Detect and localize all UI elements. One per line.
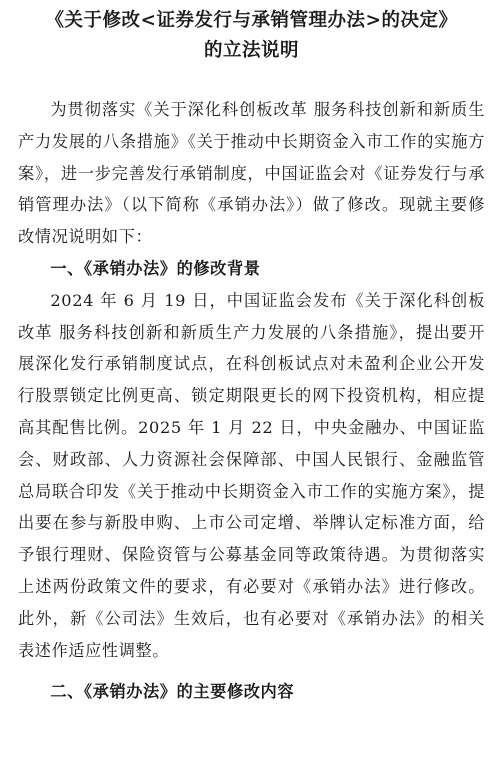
document-title-line2: 的立法说明 [203, 40, 299, 61]
section1-heading: 一、《承销办法》的修改背景 [50, 258, 261, 278]
intro-paragraph: 为贯彻落实《关于深化科创板改革 服务科技创新和新质生产力发展的八条措施》《关于推动中长期资金入市工作的实施方案》，进一步完善发行承销制度，中国证监会对《证券发行与承销管理办法》（以下简称《承销办法》）做了修改。现就主要修改情况说明如下： [18, 100, 485, 247]
document-title-line1: 《关于修改<证券发行与承销管理办法>的决定》 [45, 10, 458, 31]
section2-heading: 二、《承销办法》的主要修改内容 [50, 682, 295, 702]
section1-paragraph: 2024 年 6 月 19 日，中国证监会发布《关于深化科创板改革 服务科技创新和新质生产力发展的八条措施》，提出要开展深化发行承销制度试点，在科创板试点对未盈利企业公开发行股票锁定比例更高、锁定期限更长的网下投资机构，相应提高其配售比例。2025 年 1 月 22 日，中央金融办、中国证监会、财政部、人力资源社会保障部、中国人民银行、金融监管总局联合印发《关于推动中长期资金入市工作的实施方案》，提出要在参与新股申购、上市公司定增、举牌认定标准方面，给予银行理财、保险资管与公募基金同等政策待遇。为贯彻落实上述两份政策文件的要求，有必要对《承销办法》进行修改。此外，新《公司法》生效后，也有必要对《承销办法》的相关表述作适应性调整。 [18, 290, 485, 660]
